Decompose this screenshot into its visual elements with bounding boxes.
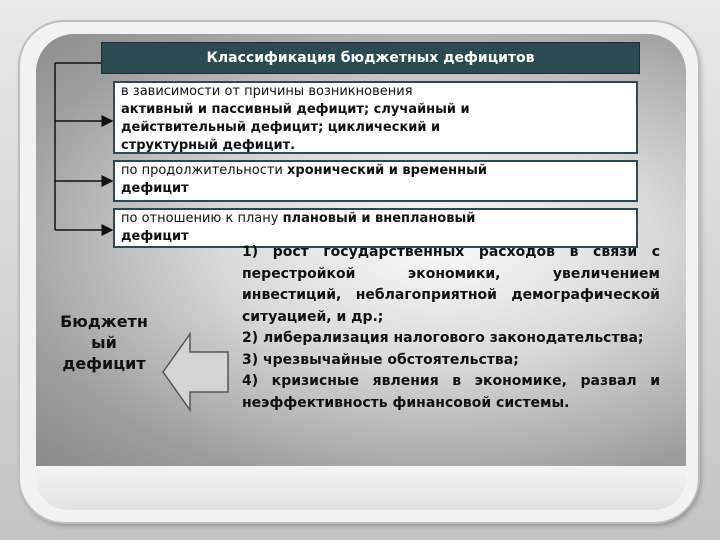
cause-item: 2) либерализация налогового законодательства; xyxy=(242,330,644,346)
diagram-title: Классификация бюджетных дефицитов xyxy=(101,42,640,74)
category-box-duration xyxy=(113,160,638,202)
budget-label-line: Бюджетн xyxy=(60,312,148,331)
category-prefix: по отношению к плану xyxy=(121,211,283,226)
budget-deficit-label xyxy=(36,311,172,374)
category-terms-tail: дефицит xyxy=(121,229,189,244)
category-terms: хронический и временный xyxy=(287,163,487,178)
causes-list xyxy=(242,242,660,414)
left-block-arrow-icon xyxy=(163,334,228,410)
cause-item: 1) рост государственных расходов в связи с перестройкой экономики, увеличением инвестиций, неблагоприятной демографической ситуацией, и др.; xyxy=(242,244,660,325)
cause-item: 3) чрезвычайные обстоятельства; xyxy=(242,351,519,368)
category-prefix: по продолжительности xyxy=(121,163,287,178)
category-terms-line: структурный дефицит. xyxy=(121,138,296,153)
category-prefix: в зависимости от причины возникновения xyxy=(121,84,413,99)
cause-item: 4) кризисные явления в экономике, развал и неэффективность финансовой системы. xyxy=(242,373,660,411)
category-box-cause xyxy=(113,81,638,154)
category-terms-line: действительный дефицит; циклический и xyxy=(121,120,441,135)
category-terms: плановый и внеплановый xyxy=(282,211,476,226)
budget-label-line: дефицит xyxy=(62,354,146,373)
category-terms-line: активный и пассивный дефицит; случайный и xyxy=(121,102,470,117)
category-terms-tail: дефицит xyxy=(121,181,189,196)
budget-label-line: ый xyxy=(91,333,117,352)
